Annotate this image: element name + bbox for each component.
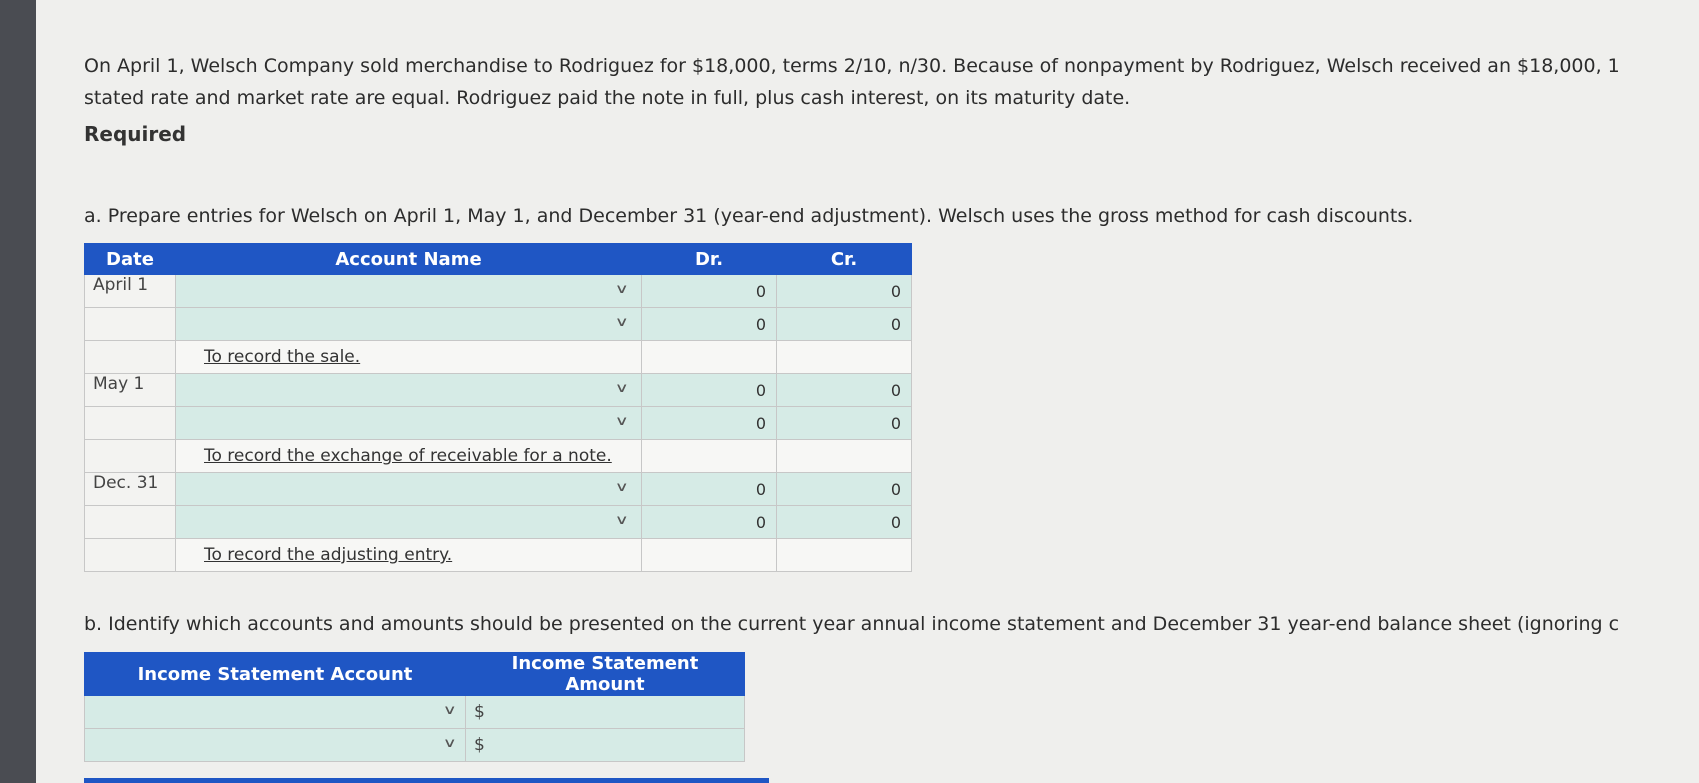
credit-input[interactable]: 0 bbox=[777, 506, 912, 539]
chevron-down-icon: ∨ bbox=[443, 736, 458, 751]
chevron-down-icon: ∨ bbox=[615, 315, 630, 330]
journal-memo-row bbox=[85, 539, 912, 572]
chevron-down-icon: ∨ bbox=[615, 414, 630, 429]
header-is-amount: Income Statement Amount bbox=[466, 653, 745, 696]
credit-blank bbox=[777, 440, 912, 473]
chevron-down-icon: ∨ bbox=[615, 513, 630, 528]
credit-input[interactable]: 0 bbox=[777, 374, 912, 407]
entry-date-blank bbox=[85, 539, 176, 572]
entry-date bbox=[85, 506, 176, 539]
debit-input[interactable]: 0 bbox=[642, 407, 777, 440]
is-amount-input[interactable] bbox=[466, 696, 745, 729]
part-b-prompt: b. Identify which accounts and amounts should be presented on the current year annual income statement and December 31 year-end balance sheet (ignoring c bbox=[84, 613, 1620, 635]
credit-input[interactable]: 0 bbox=[777, 473, 912, 506]
table-row bbox=[85, 729, 745, 762]
credit-blank bbox=[777, 341, 912, 374]
account-select[interactable] bbox=[176, 308, 642, 341]
memo-cell bbox=[176, 539, 642, 572]
journal-row bbox=[85, 374, 912, 407]
chevron-down-icon: ∨ bbox=[615, 480, 630, 495]
header-debit: Dr. bbox=[642, 244, 777, 275]
journal-row bbox=[85, 473, 912, 506]
header-is-account: Income Statement Account bbox=[85, 653, 466, 696]
debit-input[interactable]: 0 bbox=[642, 506, 777, 539]
chevron-down-icon: ∨ bbox=[443, 703, 458, 718]
memo-cell bbox=[176, 341, 642, 374]
problem-statement bbox=[84, 50, 1699, 114]
required-heading: Required bbox=[84, 122, 187, 146]
currency-symbol: $ bbox=[474, 735, 485, 755]
journal-row bbox=[85, 506, 912, 539]
entry-date-blank bbox=[85, 341, 176, 374]
debit-blank bbox=[642, 341, 777, 374]
debit-input[interactable]: 0 bbox=[642, 374, 777, 407]
entry-date: April 1 bbox=[85, 275, 176, 308]
entry-memo: To record the exchange of receivable for a note. bbox=[204, 446, 612, 466]
currency-symbol: $ bbox=[474, 702, 485, 722]
left-window-edge bbox=[0, 0, 36, 783]
part-a-prompt: a. Prepare entries for Welsch on April 1, May 1, and December 31 (year-end adjustment). Welsch uses the gross method for cash discounts. bbox=[84, 205, 1414, 227]
credit-blank bbox=[777, 539, 912, 572]
is-account-select[interactable] bbox=[85, 729, 466, 762]
debit-input[interactable]: 0 bbox=[642, 473, 777, 506]
entry-date: Dec. 31 bbox=[85, 473, 176, 506]
table-row bbox=[85, 696, 745, 729]
account-select[interactable] bbox=[176, 407, 642, 440]
entry-date: May 1 bbox=[85, 374, 176, 407]
debit-input[interactable]: 0 bbox=[642, 275, 777, 308]
income-statement-table bbox=[84, 652, 745, 762]
account-select[interactable] bbox=[176, 506, 642, 539]
journal-row bbox=[85, 407, 912, 440]
journal-memo-row bbox=[85, 341, 912, 374]
chevron-down-icon: ∨ bbox=[615, 282, 630, 297]
chevron-down-icon: ∨ bbox=[615, 381, 630, 396]
next-table-header-edge bbox=[84, 778, 769, 783]
credit-input[interactable]: 0 bbox=[777, 275, 912, 308]
debit-blank bbox=[642, 539, 777, 572]
entry-date bbox=[85, 308, 176, 341]
journal-row bbox=[85, 308, 912, 341]
journal-row bbox=[85, 275, 912, 308]
credit-input[interactable]: 0 bbox=[777, 407, 912, 440]
memo-cell bbox=[176, 440, 642, 473]
is-account-select[interactable] bbox=[85, 696, 466, 729]
debit-blank bbox=[642, 440, 777, 473]
entry-memo: To record the adjusting entry. bbox=[204, 545, 453, 565]
account-select[interactable] bbox=[176, 275, 642, 308]
journal-memo-row bbox=[85, 440, 912, 473]
account-select[interactable] bbox=[176, 473, 642, 506]
header-credit: Cr. bbox=[777, 244, 912, 275]
entry-date bbox=[85, 407, 176, 440]
entry-memo: To record the sale. bbox=[204, 347, 361, 367]
problem-page bbox=[36, 0, 1699, 783]
journal-entry-table bbox=[84, 243, 912, 572]
problem-line-2: stated rate and market rate are equal. Rodriguez paid the note in full, plus cash interest, on its maturity date. bbox=[84, 87, 1131, 109]
problem-line-1: On April 1, Welsch Company sold merchandise to Rodriguez for $18,000, terms 2/10, n/30. Because of nonpayment by Rodriguez, Welsch received an $18,000, 1 bbox=[84, 55, 1620, 77]
header-date: Date bbox=[85, 244, 176, 275]
account-select[interactable] bbox=[176, 374, 642, 407]
debit-input[interactable]: 0 bbox=[642, 308, 777, 341]
header-account-name: Account Name bbox=[176, 244, 642, 275]
is-amount-input[interactable] bbox=[466, 729, 745, 762]
credit-input[interactable]: 0 bbox=[777, 308, 912, 341]
entry-date-blank bbox=[85, 440, 176, 473]
